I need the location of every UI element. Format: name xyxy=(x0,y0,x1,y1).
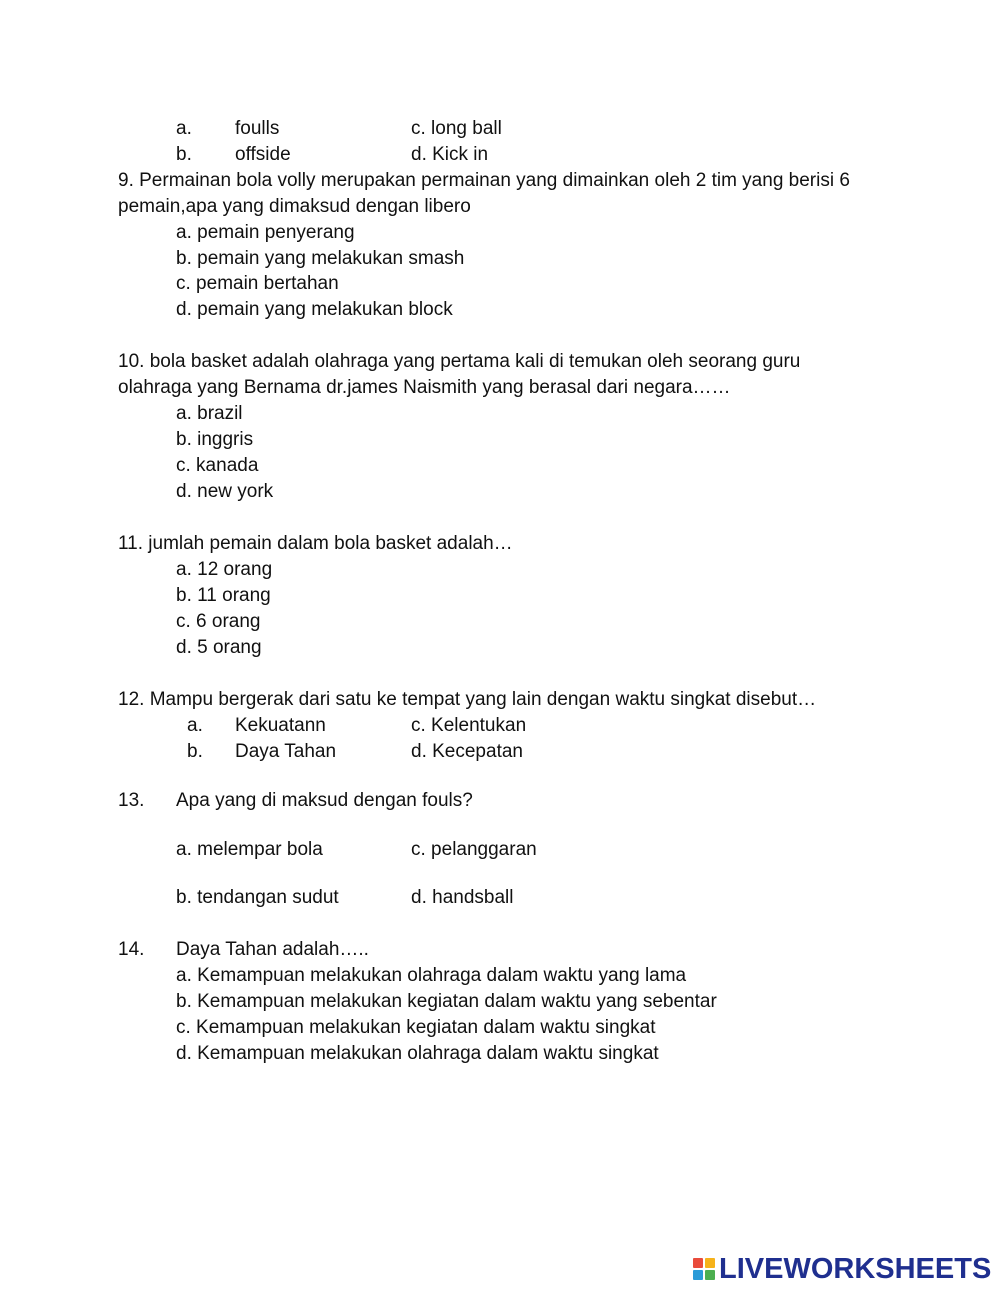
q9-question-line1: 9. Permainan bola volly merupakan permainan yang dimainkan oleh 2 tim yang berisi 6 xyxy=(118,170,850,191)
q14-number: 14. xyxy=(118,939,145,960)
q9-option: d. pemain yang melakukan block xyxy=(176,299,453,320)
q8-option-a-letter: a. xyxy=(176,118,192,139)
q12-question: 12. Mampu bergerak dari satu ke tempat yang lain dengan waktu singkat disebut… xyxy=(118,689,817,710)
q10-option: d. new york xyxy=(176,481,274,502)
q13-option-a: a. melempar bola xyxy=(176,839,323,860)
q12-option-d: d. Kecepatan xyxy=(411,741,523,762)
q9-option: b. pemain yang melakukan smash xyxy=(176,248,465,269)
q8-option-d: d. Kick in xyxy=(411,144,489,165)
q8-option-c: c. long ball xyxy=(411,118,502,139)
logo-square xyxy=(693,1270,703,1280)
q14-option: c. Kemampuan melakukan kegiatan dalam waktu singkat xyxy=(176,1017,656,1038)
logo-grid-icon xyxy=(693,1258,715,1280)
q8-option-a: foulls xyxy=(235,118,280,139)
q13-option-b: b. tendangan sudut xyxy=(176,887,339,908)
q9-option: c. pemain bertahan xyxy=(176,273,339,294)
q11-option: d. 5 orang xyxy=(176,637,262,658)
q10-question-line2: olahraga yang Bernama dr.james Naismith yang berasal dari negara…… xyxy=(118,377,731,398)
logo-square xyxy=(705,1270,715,1280)
q13-question: Apa yang di maksud dengan fouls? xyxy=(176,790,473,811)
q11-option: c. 6 orang xyxy=(176,611,261,632)
q12-option-a: Kekuatann xyxy=(235,715,326,736)
q10-option: b. inggris xyxy=(176,429,254,450)
q8-option-b: offside xyxy=(235,144,291,165)
q10-question-line1: 10. bola basket adalah olahraga yang pertama kali di temukan oleh seorang guru xyxy=(118,351,801,372)
q11-option: a. 12 orang xyxy=(176,559,273,580)
logo-text: LIVEWORKSHEETS xyxy=(719,1252,992,1285)
q11-option: b. 11 orang xyxy=(176,585,271,606)
q9-option: a. pemain penyerang xyxy=(176,222,355,243)
liveworksheets-logo xyxy=(693,1254,991,1284)
q14-option: b. Kemampuan melakukan kegiatan dalam waktu yang sebentar xyxy=(176,991,717,1012)
q14-option: d. Kemampuan melakukan olahraga dalam waktu singkat xyxy=(176,1043,659,1064)
q12-option-c: c. Kelentukan xyxy=(411,715,527,736)
q10-option: c. kanada xyxy=(176,455,259,476)
q9-question-line2: pemain,apa yang dimaksud dengan libero xyxy=(118,196,471,217)
q12-option-a-letter: a. xyxy=(187,715,203,736)
q10-option: a. brazil xyxy=(176,403,243,424)
q12-option-b-letter: b. xyxy=(187,741,203,762)
q13-option-d: d. handsball xyxy=(411,887,514,908)
logo-square xyxy=(693,1258,703,1268)
q8-option-b-letter: b. xyxy=(176,144,192,165)
q12-option-b: Daya Tahan xyxy=(235,741,337,762)
q14-option: a. Kemampuan melakukan olahraga dalam waktu yang lama xyxy=(176,965,687,986)
q14-question: Daya Tahan adalah….. xyxy=(176,939,369,960)
q13-option-c: c. pelanggaran xyxy=(411,839,537,860)
q13-number: 13. xyxy=(118,790,145,811)
q11-question: 11. jumlah pemain dalam bola basket adalah… xyxy=(118,533,513,554)
logo-square xyxy=(705,1258,715,1268)
